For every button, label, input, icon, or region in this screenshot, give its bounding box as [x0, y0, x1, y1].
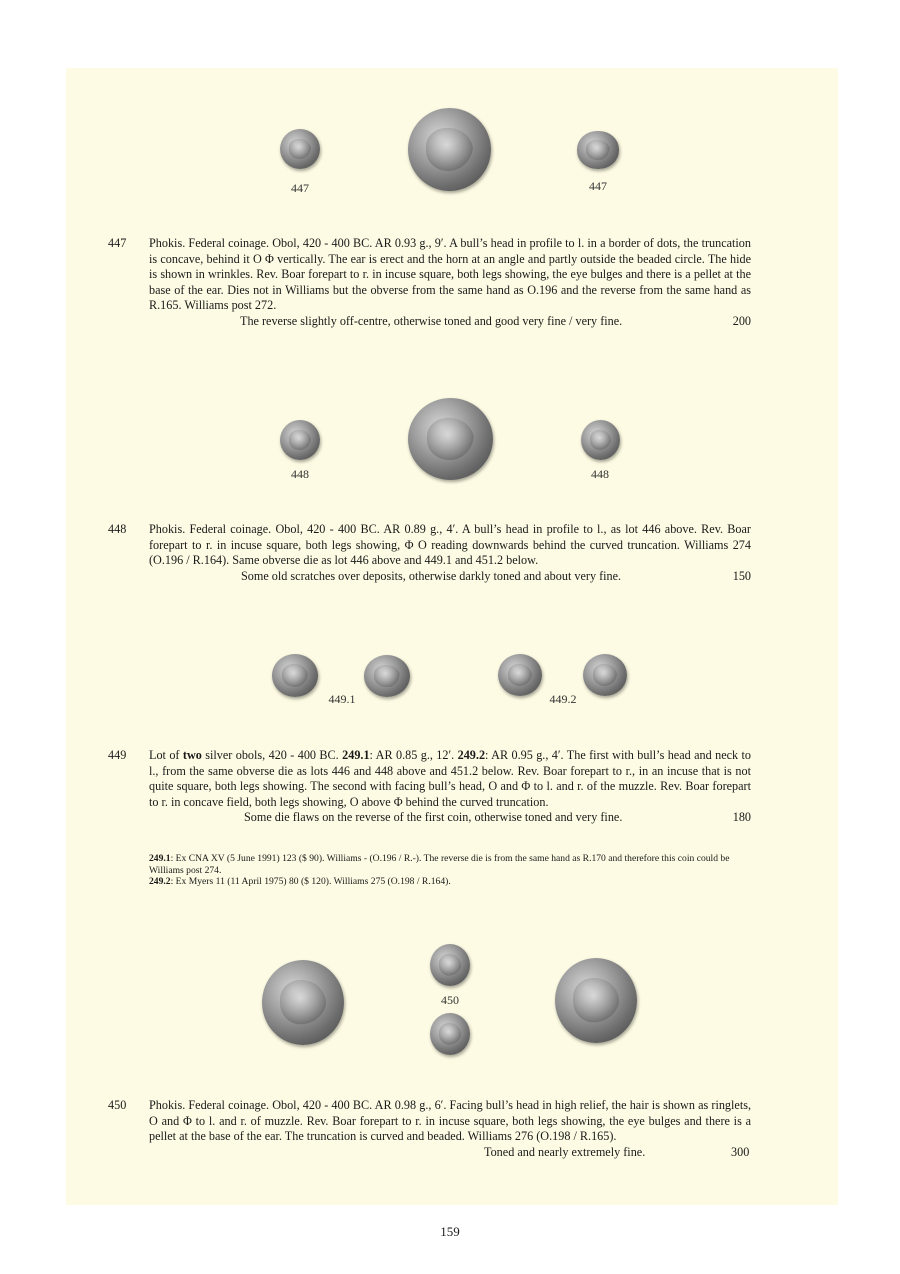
condition-text: The reverse slightly off-centre, otherwise toned and good very fine / very fine.	[240, 313, 623, 328]
lot-number: 447	[108, 236, 127, 250]
condition-line	[149, 314, 751, 330]
coin-label-448-left: 448	[291, 467, 309, 481]
lot-text: Phokis. Federal coinage. Obol, 420 - 400 BC. AR 0.89 g., 4′. A bull’s head in profile to l., as lot 446 above. Rev. Boar forepart to r. in incuse square, both legs showing, Φ O reading downwards behind the curved truncation. Williams 274 (O.196 / R.164). Same obverse die as lot 446 above and 449.1 and 451.2 below.	[149, 522, 751, 568]
coin-label-448-right: 448	[591, 467, 609, 481]
condition-line	[149, 810, 751, 826]
reference-text: : Ex CNA XV (5 June 1991) 123 ($ 90). Williams - (O.196 / R.-). The reverse die is from the same hand as R.170 and therefore this coin could be Williams post 274.	[149, 853, 730, 876]
price: 150	[732, 568, 751, 583]
reference-item	[149, 876, 751, 888]
coin-448-obverse-small	[280, 420, 320, 460]
lot-text-part: : AR 0.95 g., 4′. The first with bull’s head and neck to l., from the same obverse die as lots 446 and 448 above and 451.2 below. Rev. Boar forepart to r., in an incuse that is not quite square, both legs showing. The second with facing bull’s head, O and Φ to l. and r. of the muzzle. Rev. Boar forepart to r. in concave field, both legs showing, O above Φ behind the curved truncation.	[149, 748, 752, 809]
lot-449-references	[149, 853, 751, 888]
lot-number: 450	[108, 1098, 127, 1112]
coin-449-2-obverse	[498, 654, 542, 696]
coin-450-obverse-enlarged	[262, 960, 344, 1045]
reference-text: : Ex Myers 11 (11 April 1975) 80 ($ 120). Williams 275 (O.198 / R.164).	[170, 876, 451, 888]
coin-447-reverse-small	[577, 131, 619, 169]
coin-label-447-left: 447	[291, 181, 309, 195]
reference-id: 249.1	[149, 853, 171, 864]
lot-text-bold: two	[182, 748, 202, 762]
coin-450-obverse-small	[430, 944, 470, 986]
lot-text	[149, 748, 751, 810]
lot-text-part: silver obols, 420 - 400 BC.	[201, 748, 343, 762]
price: 200	[732, 313, 751, 328]
coin-label-447-right: 447	[589, 179, 607, 193]
condition-text: Some old scratches over deposits, otherwise darkly toned and about very fine.	[241, 568, 622, 583]
coin-447-obverse-small	[280, 129, 320, 169]
condition-line	[149, 569, 751, 585]
lot-description	[149, 522, 751, 585]
lot-text-bold: 249.1	[342, 748, 370, 762]
coin-448-enlarged	[408, 398, 493, 480]
price: 300	[731, 1145, 750, 1159]
lot-description	[149, 748, 751, 826]
lot-text-part: Lot of	[149, 748, 183, 762]
page-number: 159	[440, 1224, 460, 1239]
price: 180	[732, 810, 751, 825]
coin-449-2-reverse	[583, 654, 627, 696]
condition-text: Some die flaws on the reverse of the first coin, otherwise toned and very fine.	[244, 810, 623, 825]
coin-label-449-1: 449.1	[328, 692, 356, 706]
coin-label-449-2: 449.2	[549, 692, 577, 706]
coin-449-1-obverse	[272, 654, 318, 697]
reference-id: 249.2	[149, 876, 171, 888]
coin-label-450: 450	[441, 993, 459, 1007]
coin-448-reverse-small	[581, 420, 620, 460]
coin-450-reverse-enlarged	[555, 958, 637, 1043]
reference-item	[149, 853, 751, 876]
lot-text-bold: 249.2	[457, 748, 486, 762]
lot-text-part: : AR 0.85 g., 12′.	[369, 748, 458, 762]
coin-447-enlarged	[408, 108, 491, 191]
lot-description	[149, 1098, 751, 1145]
coin-450-reverse-small	[430, 1013, 470, 1055]
lot-text: Phokis. Federal coinage. Obol, 420 - 400 BC. AR 0.93 g., 9′. A bull’s head in profile to l. in a border of dots, the truncation is concave, behind it O Φ vertically. The ear is erect and the horn at an angle and partly outside the beaded circle. The hide is shown in wrinkles. Rev. Boar forepart to r. in incuse square, both legs showing, the eye bulges and there is a pellet at the base of the ear. Dies not in Williams but the obverse from the same hand as O.196 and the reverse from the same hand as R.165. Williams post 272.	[149, 236, 751, 313]
lot-text: Phokis. Federal coinage. Obol, 420 - 400 BC. AR 0.98 g., 6′. Facing bull’s head in high relief, the hair is shown as ringlets, O and Φ to l. and r. of muzzle. Rev. Boar forepart to r. in incuse square, both legs showing, the eye bulges and there is a pellet at the base of the ear. The truncation is curved and beaded. Williams 276 (O.198 / R.165).	[149, 1098, 751, 1144]
coin-449-1-reverse	[364, 655, 410, 697]
lot-number: 449	[108, 748, 127, 762]
lot-number: 448	[108, 522, 127, 536]
lot-description	[149, 236, 751, 330]
condition-text: Toned and nearly extremely fine.	[484, 1145, 646, 1159]
